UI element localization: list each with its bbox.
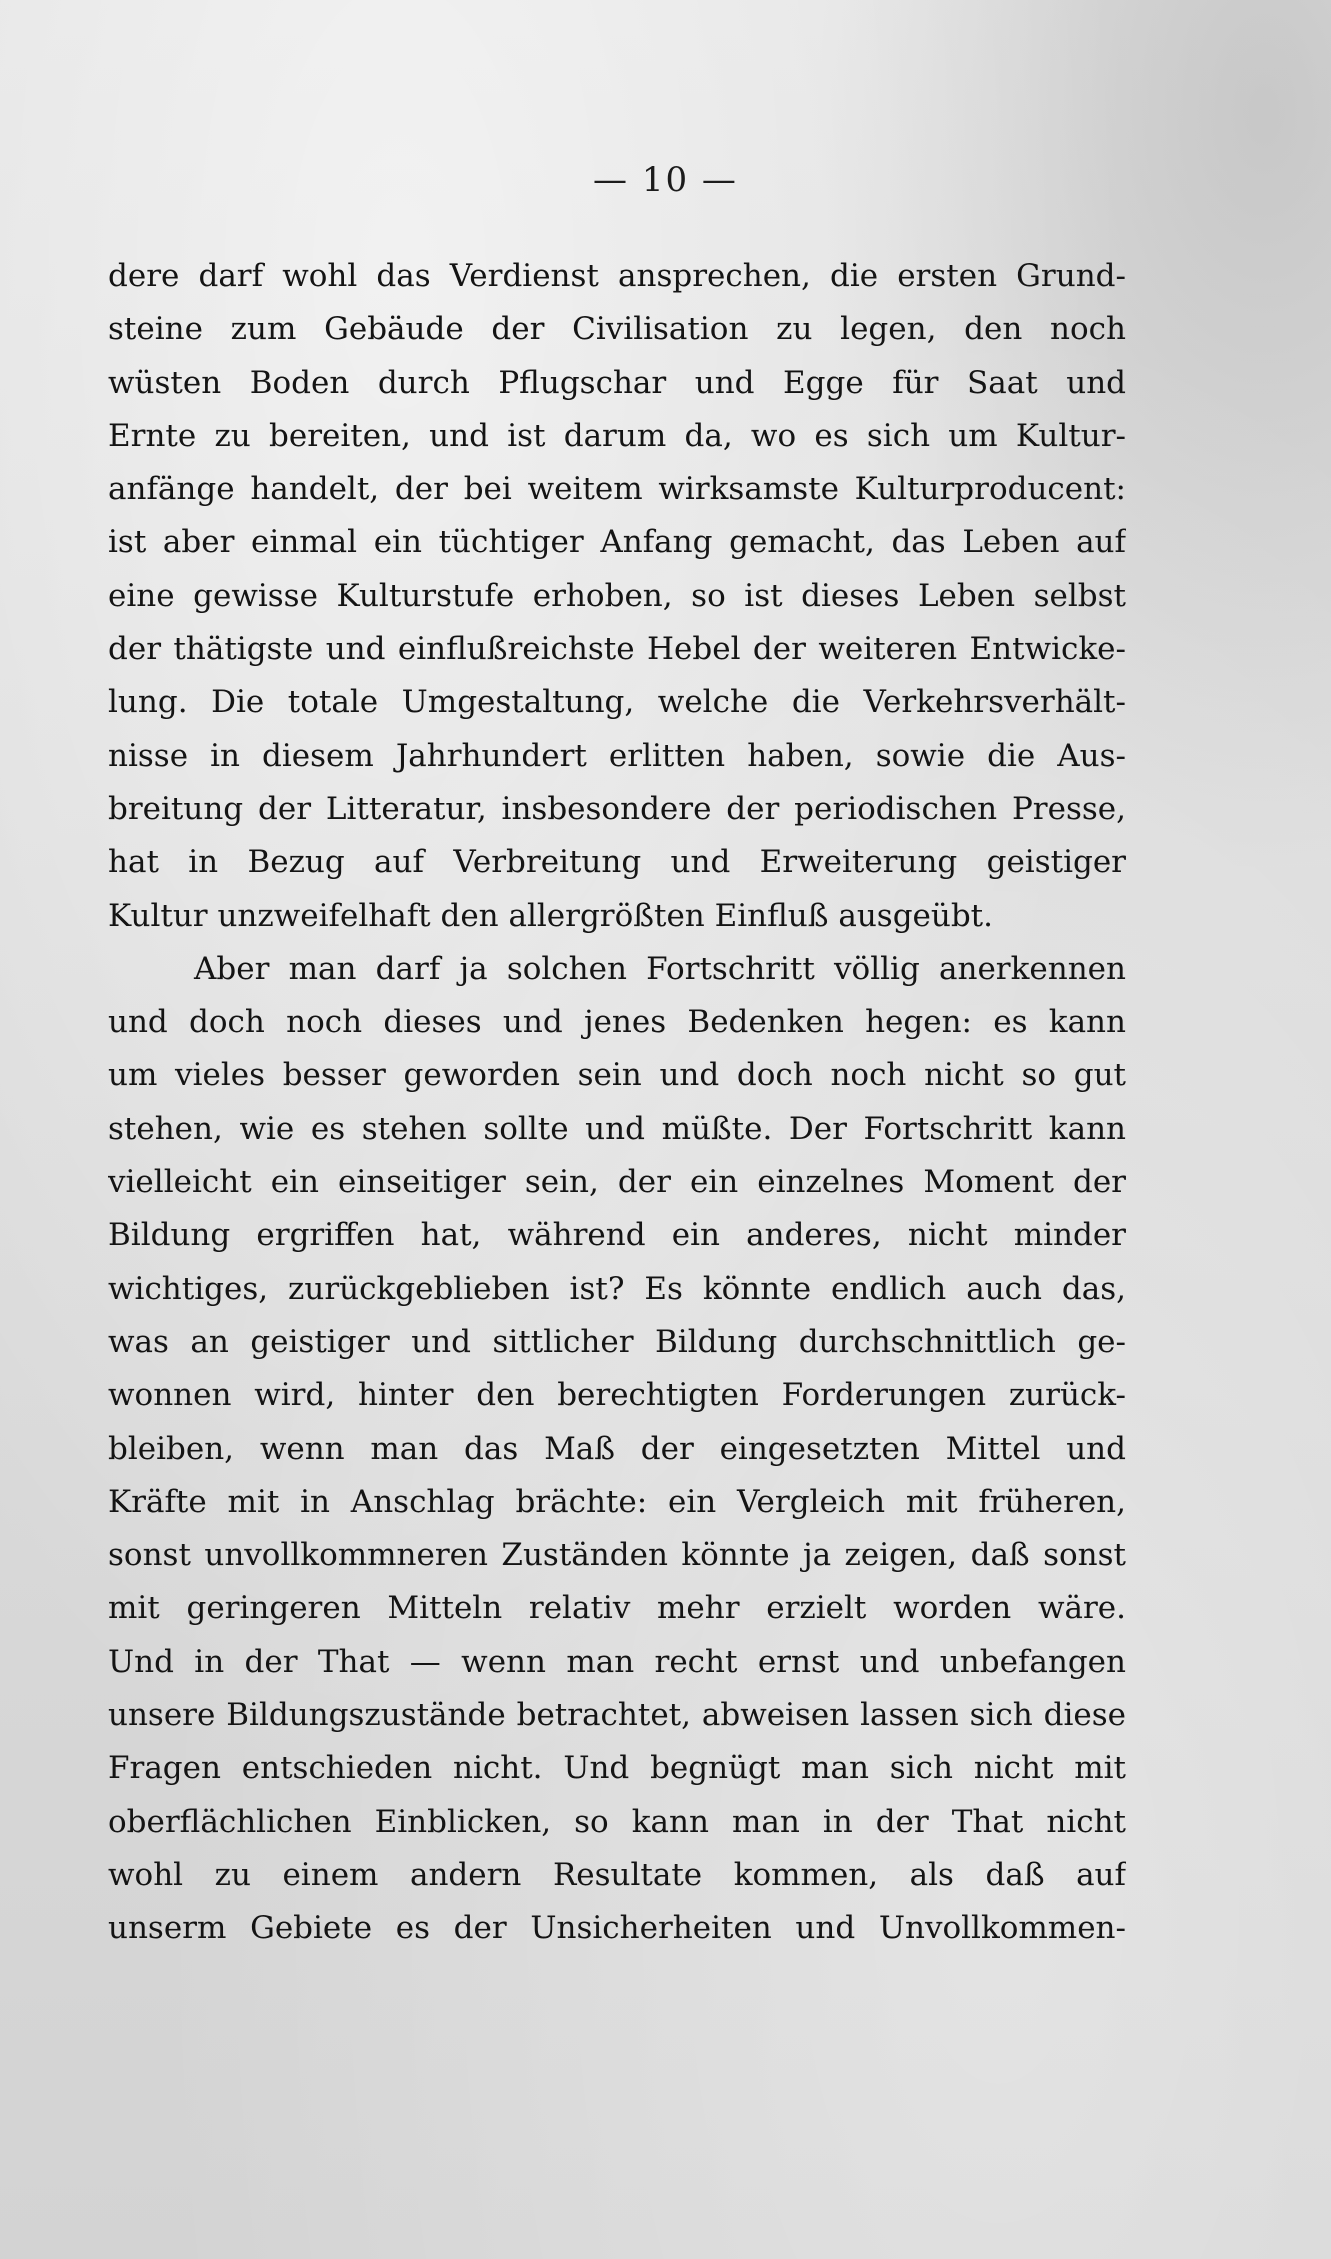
text-line: nisse in diesem Jahrhundert erlitten haben, sowie die Aus- — [108, 737, 1126, 774]
text-line: steine zum Gebäude der Civilisation zu legen, den noch — [108, 311, 1126, 348]
text-line: Bildung ergriffen hat, während ein anderes, nicht minder — [108, 1217, 1126, 1254]
text-line: Und in der That — wenn man recht ernst und unbefangen — [108, 1643, 1126, 1680]
text-line: unserm Gebiete es der Unsicherheiten und Unvollkommen- — [108, 1910, 1126, 1947]
text-line: wohl zu einem andern Resultate kommen, als daß auf — [108, 1856, 1126, 1893]
text-line: hat in Bezug auf Verbreitung und Erweiterung geistiger — [108, 844, 1126, 881]
text-line: Fragen entschieden nicht. Und begnügt man sich nicht mit — [108, 1750, 1126, 1787]
paragraph-1 — [108, 250, 1126, 943]
text-line: vielleicht ein einseitiger sein, der ein einzelnes Moment der — [108, 1164, 1126, 1201]
text-line: sonst unvollkommneren Zuständen könnte ja zeigen, daß sonst — [108, 1537, 1126, 1574]
text-line: bleiben, wenn man das Maß der eingesetzten Mittel und — [108, 1430, 1126, 1467]
text-line: mit geringeren Mitteln relativ mehr erzielt worden wäre. — [108, 1590, 1126, 1627]
text-line: um vieles besser geworden sein und doch noch nicht so gut — [108, 1057, 1126, 1094]
text-line: Kultur unzweifelhaft den allergrößten Einfluß ausgeübt. — [108, 897, 993, 934]
body-text — [108, 250, 1126, 1956]
text-line: dere darf wohl das Verdienst ansprechen, die ersten Grund- — [108, 258, 1126, 294]
text-line: Kräfte mit in Anschlag brächte: ein Vergleich mit früheren, — [108, 1483, 1126, 1520]
text-line: oberflächlichen Einblicken, so kann man in der That nicht — [108, 1803, 1126, 1840]
text-line: anfänge handelt, der bei weitem wirksamste Kulturproducent: — [108, 471, 1126, 508]
text-line: Aber man darf ja solchen Fortschritt völlig anerkennen — [194, 950, 1126, 987]
text-line: wichtiges, zurückgeblieben ist? Es könnte endlich auch das, — [108, 1270, 1126, 1307]
text-line: wonnen wird, hinter den berechtigten Forderungen zurück- — [108, 1377, 1126, 1414]
page-number: — 10 — — [593, 160, 738, 200]
text-line: Ernte zu bereiten, und ist darum da, wo es sich um Kultur- — [108, 417, 1126, 454]
text-line: der thätigste und einflußreichste Hebel der weiteren Entwicke- — [108, 631, 1126, 668]
paragraph-2 — [108, 943, 1126, 1956]
text-line: stehen, wie es stehen sollte und müßte. Der Fortschritt kann — [108, 1110, 1126, 1147]
text-line: wüsten Boden durch Pflugschar und Egge für Saat und — [108, 364, 1126, 401]
text-line: und doch noch dieses und jenes Bedenken hegen: es kann — [108, 1004, 1126, 1041]
text-line: ist aber einmal ein tüchtiger Anfang gemacht, das Leben auf — [108, 524, 1126, 561]
text-line: was an geistiger und sittlicher Bildung durchschnittlich ge- — [108, 1323, 1126, 1360]
text-line: lung. Die totale Umgestaltung, welche die Verkehrsverhält- — [108, 684, 1126, 721]
text-line: eine gewisse Kulturstufe erhoben, so ist dieses Leben selbst — [108, 577, 1126, 614]
text-line: breitung der Litteratur, insbesondere der periodischen Presse, — [108, 790, 1126, 827]
text-line: unsere Bildungszustände betrachtet, abweisen lassen sich diese — [108, 1697, 1126, 1734]
